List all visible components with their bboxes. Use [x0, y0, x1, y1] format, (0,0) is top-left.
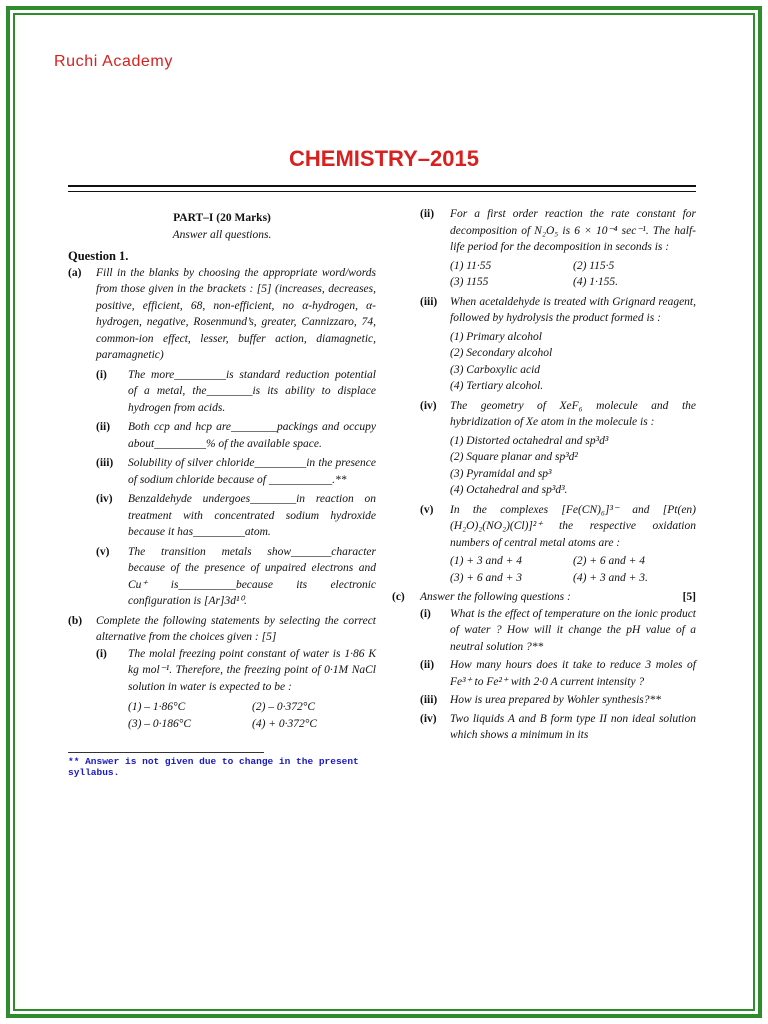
page-title: CHEMISTRY–2015 — [289, 146, 479, 171]
c-item-1: (i) What is the effect of temperature on the ionic product of water ? How will it change the pH value of a neutral solution ?** — [420, 607, 696, 653]
option: (1) Primary alcohol — [450, 330, 542, 343]
b-item-2: (ii) For a first order reaction the rate constant for decomposition of N₂O₅ is 6 × 10⁻⁴ sec⁻¹. The half-life period for the decomposition in seconds is : — [420, 208, 696, 253]
section-c-marks: [5] — [682, 591, 696, 603]
b-item-3-options — [450, 329, 696, 395]
footnote: ** Answer is not given due to change in the present syllabus. — [68, 756, 359, 778]
b-item-1-options — [128, 699, 376, 732]
option: (4) Tertiary alcohol. — [450, 380, 544, 392]
right-column — [392, 206, 696, 744]
left-column — [68, 206, 376, 732]
b-item-4-options — [450, 433, 696, 499]
section-c: (c) Answer the following questions : [5] — [392, 589, 696, 606]
option: (4) 1·155. — [573, 276, 619, 288]
option: (2) – 0·372°C — [252, 701, 316, 713]
option: (4) Octahedral and sp³d³. — [450, 484, 568, 496]
b-item-4: (iv) The geometry of XeF₆ molecule and the hybridization of Xe atom in the molecule is : — [420, 399, 696, 428]
section-a: (a) Fill in the blanks by choosing the appropriate word/words from those given in the brackets : [5] (increases, decreases, positive, efficient, 68, non-efficient, no α-hydrogen, α-hydrogen, negative, Rosenmund’s, greater, Cannizzaro, 74, common-ion effect, lesser, buffer action, diamagnetic, paramagnetic) — [68, 265, 376, 364]
option: (3) – 0·186°C — [128, 717, 192, 730]
b-item-5: (v) In the complexes [Fe(CN)₆]³⁻ and [Pt(en)(H₂O)₂(NO₂)(Cl)]²⁺ the respective oxidation numbers of central metal atoms are : — [420, 503, 696, 549]
header-rule-bottom — [68, 191, 696, 192]
a-item-2: (ii) Both ccp and hcp are________packings and occupy about_________% of the available space. — [96, 421, 376, 450]
a-item-1: (i) The more_________is standard reduction potential of a metal, the________is its ability to displace hydrogen from acids. — [96, 368, 376, 414]
section-c-text: Answer the following questions : — [420, 591, 571, 603]
option: (2) 115·5 — [573, 259, 615, 272]
c-item-4: (iv) Two liquids A and B form type II non ideal solution which shows a minimum in its — [420, 712, 696, 741]
academy-name: Ruchi Academy — [54, 53, 173, 70]
section-a-text: Fill in the blanks by choosing the appropriate word/words from those given in the brackets : [5] (increases, decreases, positive, efficient, 68, non-efficient, no α-hydrogen, α-hydrogen, negative, Rosenmund’s, greater, Cannizzaro, 74, common-ion effect, lesser, buffer action, diamagnetic, paramagnetic) — [96, 266, 376, 361]
option: (1) + 3 and + 4 — [450, 555, 523, 567]
option: (2) Secondary alcohol — [450, 347, 553, 359]
part-instruction: Answer all questions. — [172, 228, 272, 241]
section-b-text: Complete the following statements by selecting the correct alternative from the choices given : [5] — [96, 614, 376, 643]
option: (3) Pyramidal and sp³ — [450, 467, 552, 480]
option: (2) Square planar and sp³d² — [450, 451, 578, 463]
option: (3) 1155 — [450, 276, 489, 288]
option: (1) 11·55 — [450, 259, 492, 272]
question-label: Question 1. — [68, 249, 129, 263]
b-item-2-options — [450, 258, 696, 291]
c-item-3: (iii) How is urea prepared by Wohler synthesis?** — [420, 694, 662, 706]
b-item-5-options — [450, 553, 696, 586]
option: (1) Distorted octahedral and sp³d³ — [450, 434, 609, 447]
part-title: PART–I (20 Marks) — [173, 212, 271, 224]
b-item-1: (i) The molal freezing point constant of water is 1·86 K kg mol⁻¹. Therefore, the freezing point of 0·1M NaCl solution in water is expected to be : — [96, 647, 376, 693]
a-item-4: (iv) Benzaldehyde undergoes________in reaction on treatment with concentrated sodium hydroxide because it has_________atom. — [96, 493, 376, 538]
option: (3) Carboxylic acid — [450, 363, 541, 376]
b-item-3: (iii) When acetaldehyde is treated with Grignard reagent, followed by hydrolysis the product formed is : — [420, 295, 696, 324]
option: (4) + 3 and + 3. — [573, 571, 648, 584]
section-b: (b) Complete the following statements by selecting the correct alternative from the choices given : [5] — [68, 613, 376, 646]
header-rule-top — [68, 185, 696, 187]
option: (3) + 6 and + 3 — [450, 571, 523, 584]
option: (1) – 1·86°C — [128, 701, 186, 713]
c-item-2: (ii) How many hours does it take to reduce 3 moles of Fe³⁺ to Fe²⁺ with 2·0 A current intensity ? — [420, 659, 696, 688]
a-item-3: (iii) Solubility of silver chloride_________in the presence of sodium chloride because of ___________.** — [96, 457, 376, 486]
option: (4) + 0·372°C — [252, 717, 318, 730]
footnote-rule — [68, 752, 264, 753]
a-item-5: (v) The transition metals show_______character because of the presence of unpaired electrons and Cu⁺ is__________because its electronic configuration is [Ar]3d¹⁰. — [96, 545, 376, 607]
option: (2) + 6 and + 4 — [573, 555, 646, 567]
